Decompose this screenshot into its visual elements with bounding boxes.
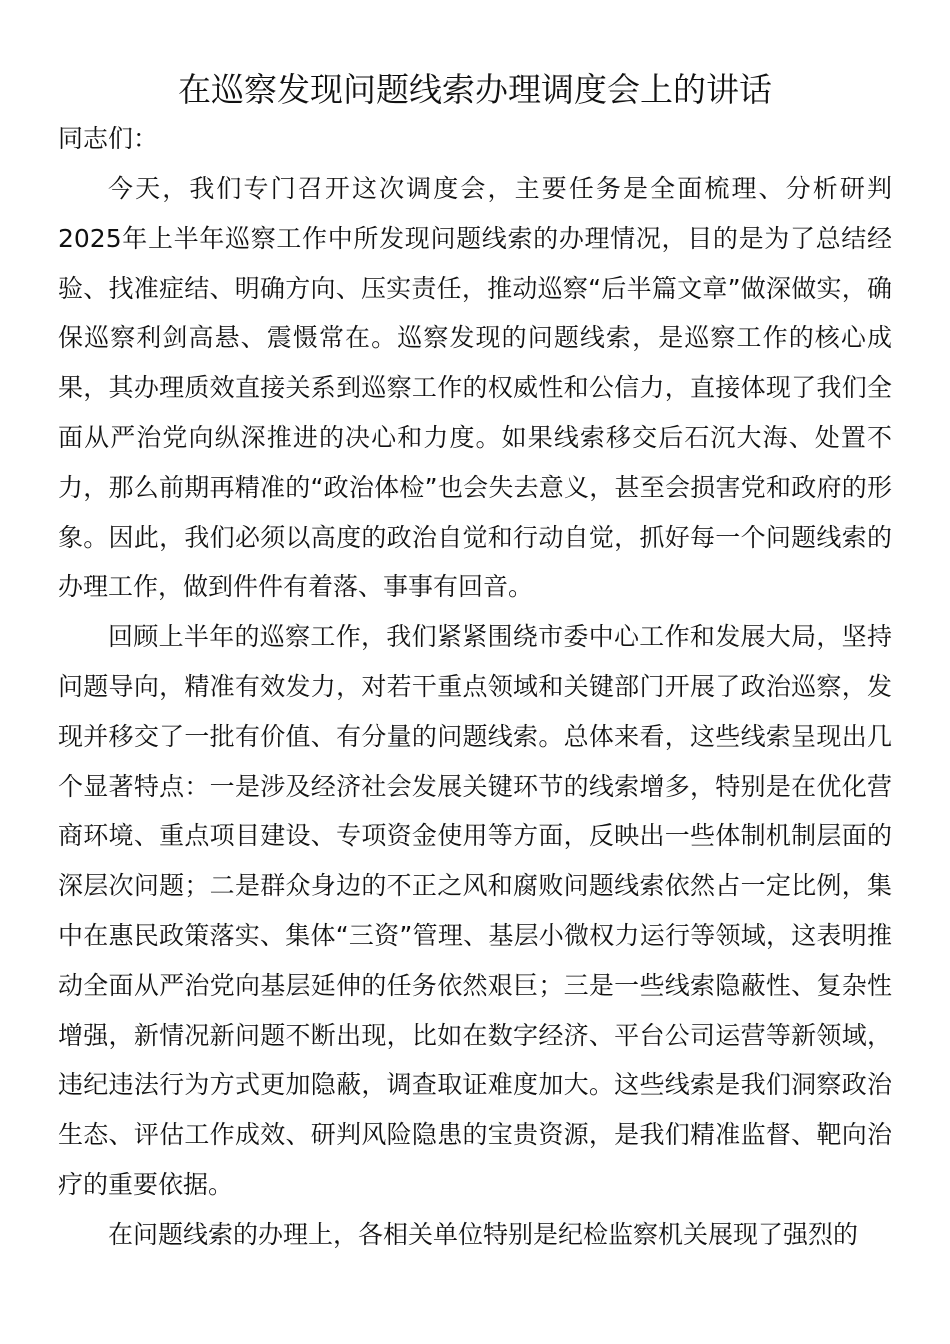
paragraph: 在问题线索的办理上，各相关单位特别是纪检监察机关展现了强烈的 bbox=[108, 1219, 859, 1249]
salutation: 同志们： bbox=[58, 124, 159, 153]
document-title: 在巡察发现问题线索办理调度会上的讲话 bbox=[178, 70, 772, 109]
paragraph: 回顾上半年的巡察工作，我们紧紧围绕市委中心工作和发展大局，坚持问题导向，精准有效发力，对若干重点领域和关键部门开展了政治巡察，发现并移交了一批有价值、有分量的问题线索。总体来看，这些线索呈现出几个显著特点：一是涉及经济社会发展关键环节的线索增多，特别是在优化营商环境、重点项目建设、专项资金使用等方面，反映出一些体制机制层面的深层次问题；二是群众身边的不正之风和腐败问题线索依然占一定比例，集中在惠民政策落实、集体“三资”管理、基层小微权力运行等领域，这表明推动全面从严治党向基层延伸的任务依然艰巨；三是一些线索隐蔽性、复杂性增强，新情况新问题不断出现，比如在数字经济、平台公司运营等新领域，违纪违法行为方式更加隐蔽，调查取证难度加大。这些线索是我们洞察政治生态、评估工作成效、研判风险隐患的宝贵资源，是我们精准监督、靶向治疗的重要依据。 bbox=[58, 622, 892, 1199]
body-text bbox=[58, 164, 892, 1260]
paragraph: 今天，我们专门召开这次调度会，主要任务是全面梳理、分析研判2025年上半年巡察工作中所发现问题线索的办理情况，目的是为了总结经验、找准症结、明确方向、压实责任，推动巡察“后半篇文章”做深做实，确保巡察利剑高悬、震慑常在。巡察发现的问题线索，是巡察工作的核心成果，其办理质效直接关系到巡察工作的权威性和公信力，直接体现了我们全面从严治党向纵深推进的决心和力度。如果线索移交后石沉大海、处置不力，那么前期再精准的“政治体检”也会失去意义，甚至会损害党和政府的形象。因此，我们必须以高度的政治自觉和行动自觉，抓好每一个问题线索的办理工作，做到件件有着落、事事有回音。 bbox=[58, 174, 892, 602]
